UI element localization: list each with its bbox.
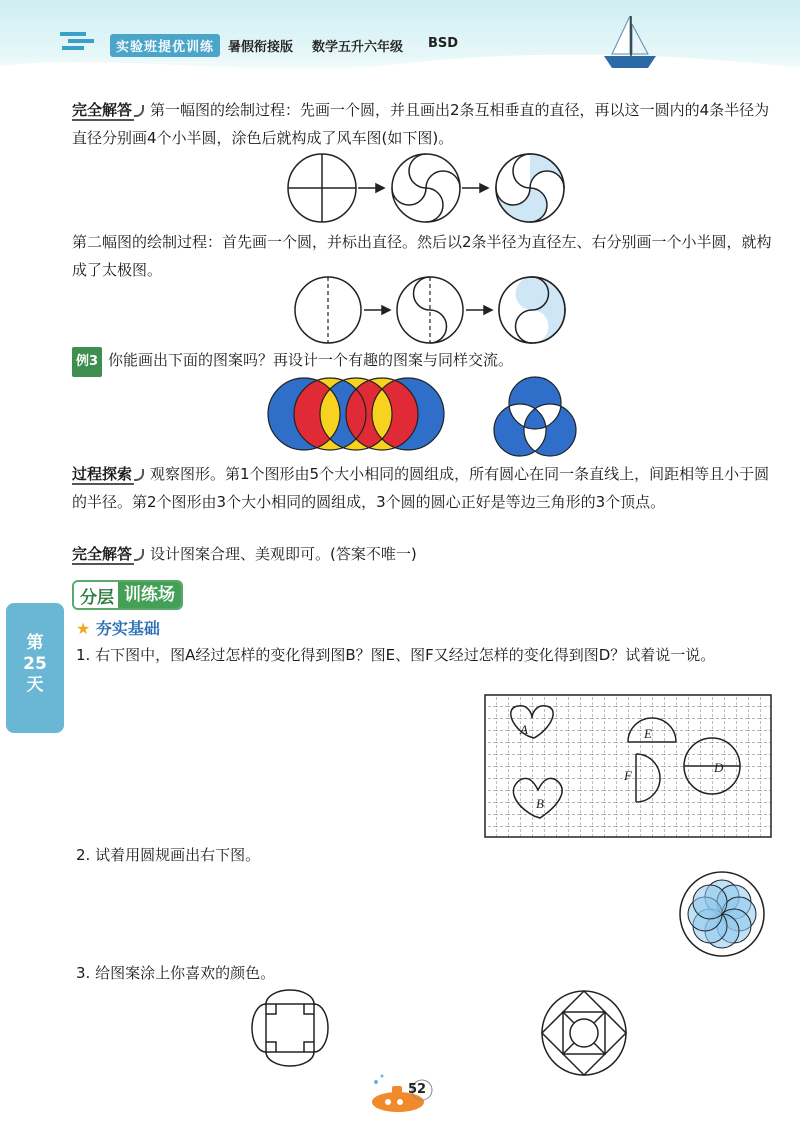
day-tab-line3: 天 [26, 675, 44, 695]
arrow-icon [462, 184, 488, 192]
pinwheel-colored [496, 154, 564, 222]
label-a: A [520, 722, 528, 737]
circle-with-diameters [288, 154, 356, 222]
label-decoration [134, 469, 144, 481]
pinwheel-outline [392, 154, 460, 222]
label-decoration [134, 549, 144, 561]
star-icon: ★ [76, 619, 91, 638]
taiji-colored [499, 277, 565, 343]
arrow-icon [466, 306, 492, 314]
question-3 [76, 960, 275, 986]
taiji-outline [397, 277, 463, 343]
subsection-title: 夯实基础 [95, 619, 160, 638]
answer2-text: 设计图案合理、美观即可。(答案不唯一) [150, 545, 417, 563]
answer2-paragraph [72, 540, 778, 568]
question-2 [76, 842, 260, 868]
question-2-number: 2. [76, 846, 91, 864]
arrow-icon [358, 184, 384, 192]
square-semicircles-pattern [242, 988, 338, 1068]
header-edition: 暑假衔接版 [228, 40, 294, 55]
process-text: 观察图形。第1个图形由5个大小相同的圆组成，所有圆心在同一条直线上，间距相等且小于圆的半径。第2个图形由3个大小相同的圆组成，3个圆的圆心正好是等边三角形的3个顶点。 [72, 465, 770, 511]
header-brand: 实验班提优训练 [110, 34, 220, 57]
section-part1: 分层 [74, 583, 118, 608]
sailboat-icon [598, 14, 662, 72]
section-header [72, 580, 183, 610]
transformation-grid [484, 694, 772, 838]
day-tab [6, 603, 64, 733]
flower-circle-pattern [676, 868, 768, 960]
five-circles-pattern [266, 376, 446, 452]
three-circles-pattern [490, 376, 580, 460]
question-3-text: 给图案涂上你喜欢的颜色。 [95, 964, 276, 982]
circle-square-pattern [536, 988, 632, 1078]
day-tab-line1: 第 [26, 633, 44, 653]
label-f: F [624, 768, 632, 783]
header-version: BSD [428, 36, 459, 51]
submarine-icon [366, 1072, 442, 1116]
day-tab-number: 25 [23, 654, 47, 674]
example3-paragraph [72, 346, 778, 377]
question-3-number: 3. [76, 964, 91, 982]
label-d: D [714, 760, 724, 775]
question-1 [76, 642, 782, 668]
header-subject: 数学五升六年级 [312, 40, 404, 55]
answer1-text: 第一幅图的绘制过程：先画一个圆，并且画出2条互相垂直的直径，再以这一圆内的4条半径为直径分别画4个小半圆，涂色后就构成了风车图(如下图)。 [72, 101, 770, 147]
section-part2: 训练场 [118, 582, 181, 608]
label-decoration [134, 105, 144, 117]
arrow-icon [364, 306, 390, 314]
example3-tag: 例3 [72, 347, 102, 377]
subsection-heading [76, 616, 160, 639]
question-1-number: 1. [76, 646, 91, 664]
page-number: 52 [408, 1082, 427, 1097]
question-2-text: 试着用圆规画出右下图。 [95, 846, 261, 864]
process-label: 过程探索 [72, 465, 133, 483]
circle-with-dashed-diameter [295, 277, 361, 343]
brand-logo-icon [58, 28, 102, 54]
answer1-paragraph [72, 96, 778, 152]
process-paragraph [72, 460, 778, 516]
answer2-label: 完全解答 [72, 545, 133, 563]
question-1-text: 右下图中，图A经过怎样的变化得到图B？图E、图F又经过怎样的变化得到图D？试着说一说。 [95, 646, 716, 664]
label-e: E [644, 726, 652, 741]
answer1-label: 完全解答 [72, 101, 133, 119]
pinwheel-figure-sequence [284, 150, 594, 230]
example3-text: 你能画出下面的图案吗？再设计一个有趣的图案与同样交流。 [108, 351, 514, 369]
taiji-figure-sequence [292, 274, 572, 350]
taiji-paragraph: 第二幅图的绘制过程：首先画一个圆，并标出直径。然后以2条半径为直径左、右分别画一个小半圆，就构成了太极图。 [72, 233, 772, 279]
label-b: B [536, 796, 544, 811]
